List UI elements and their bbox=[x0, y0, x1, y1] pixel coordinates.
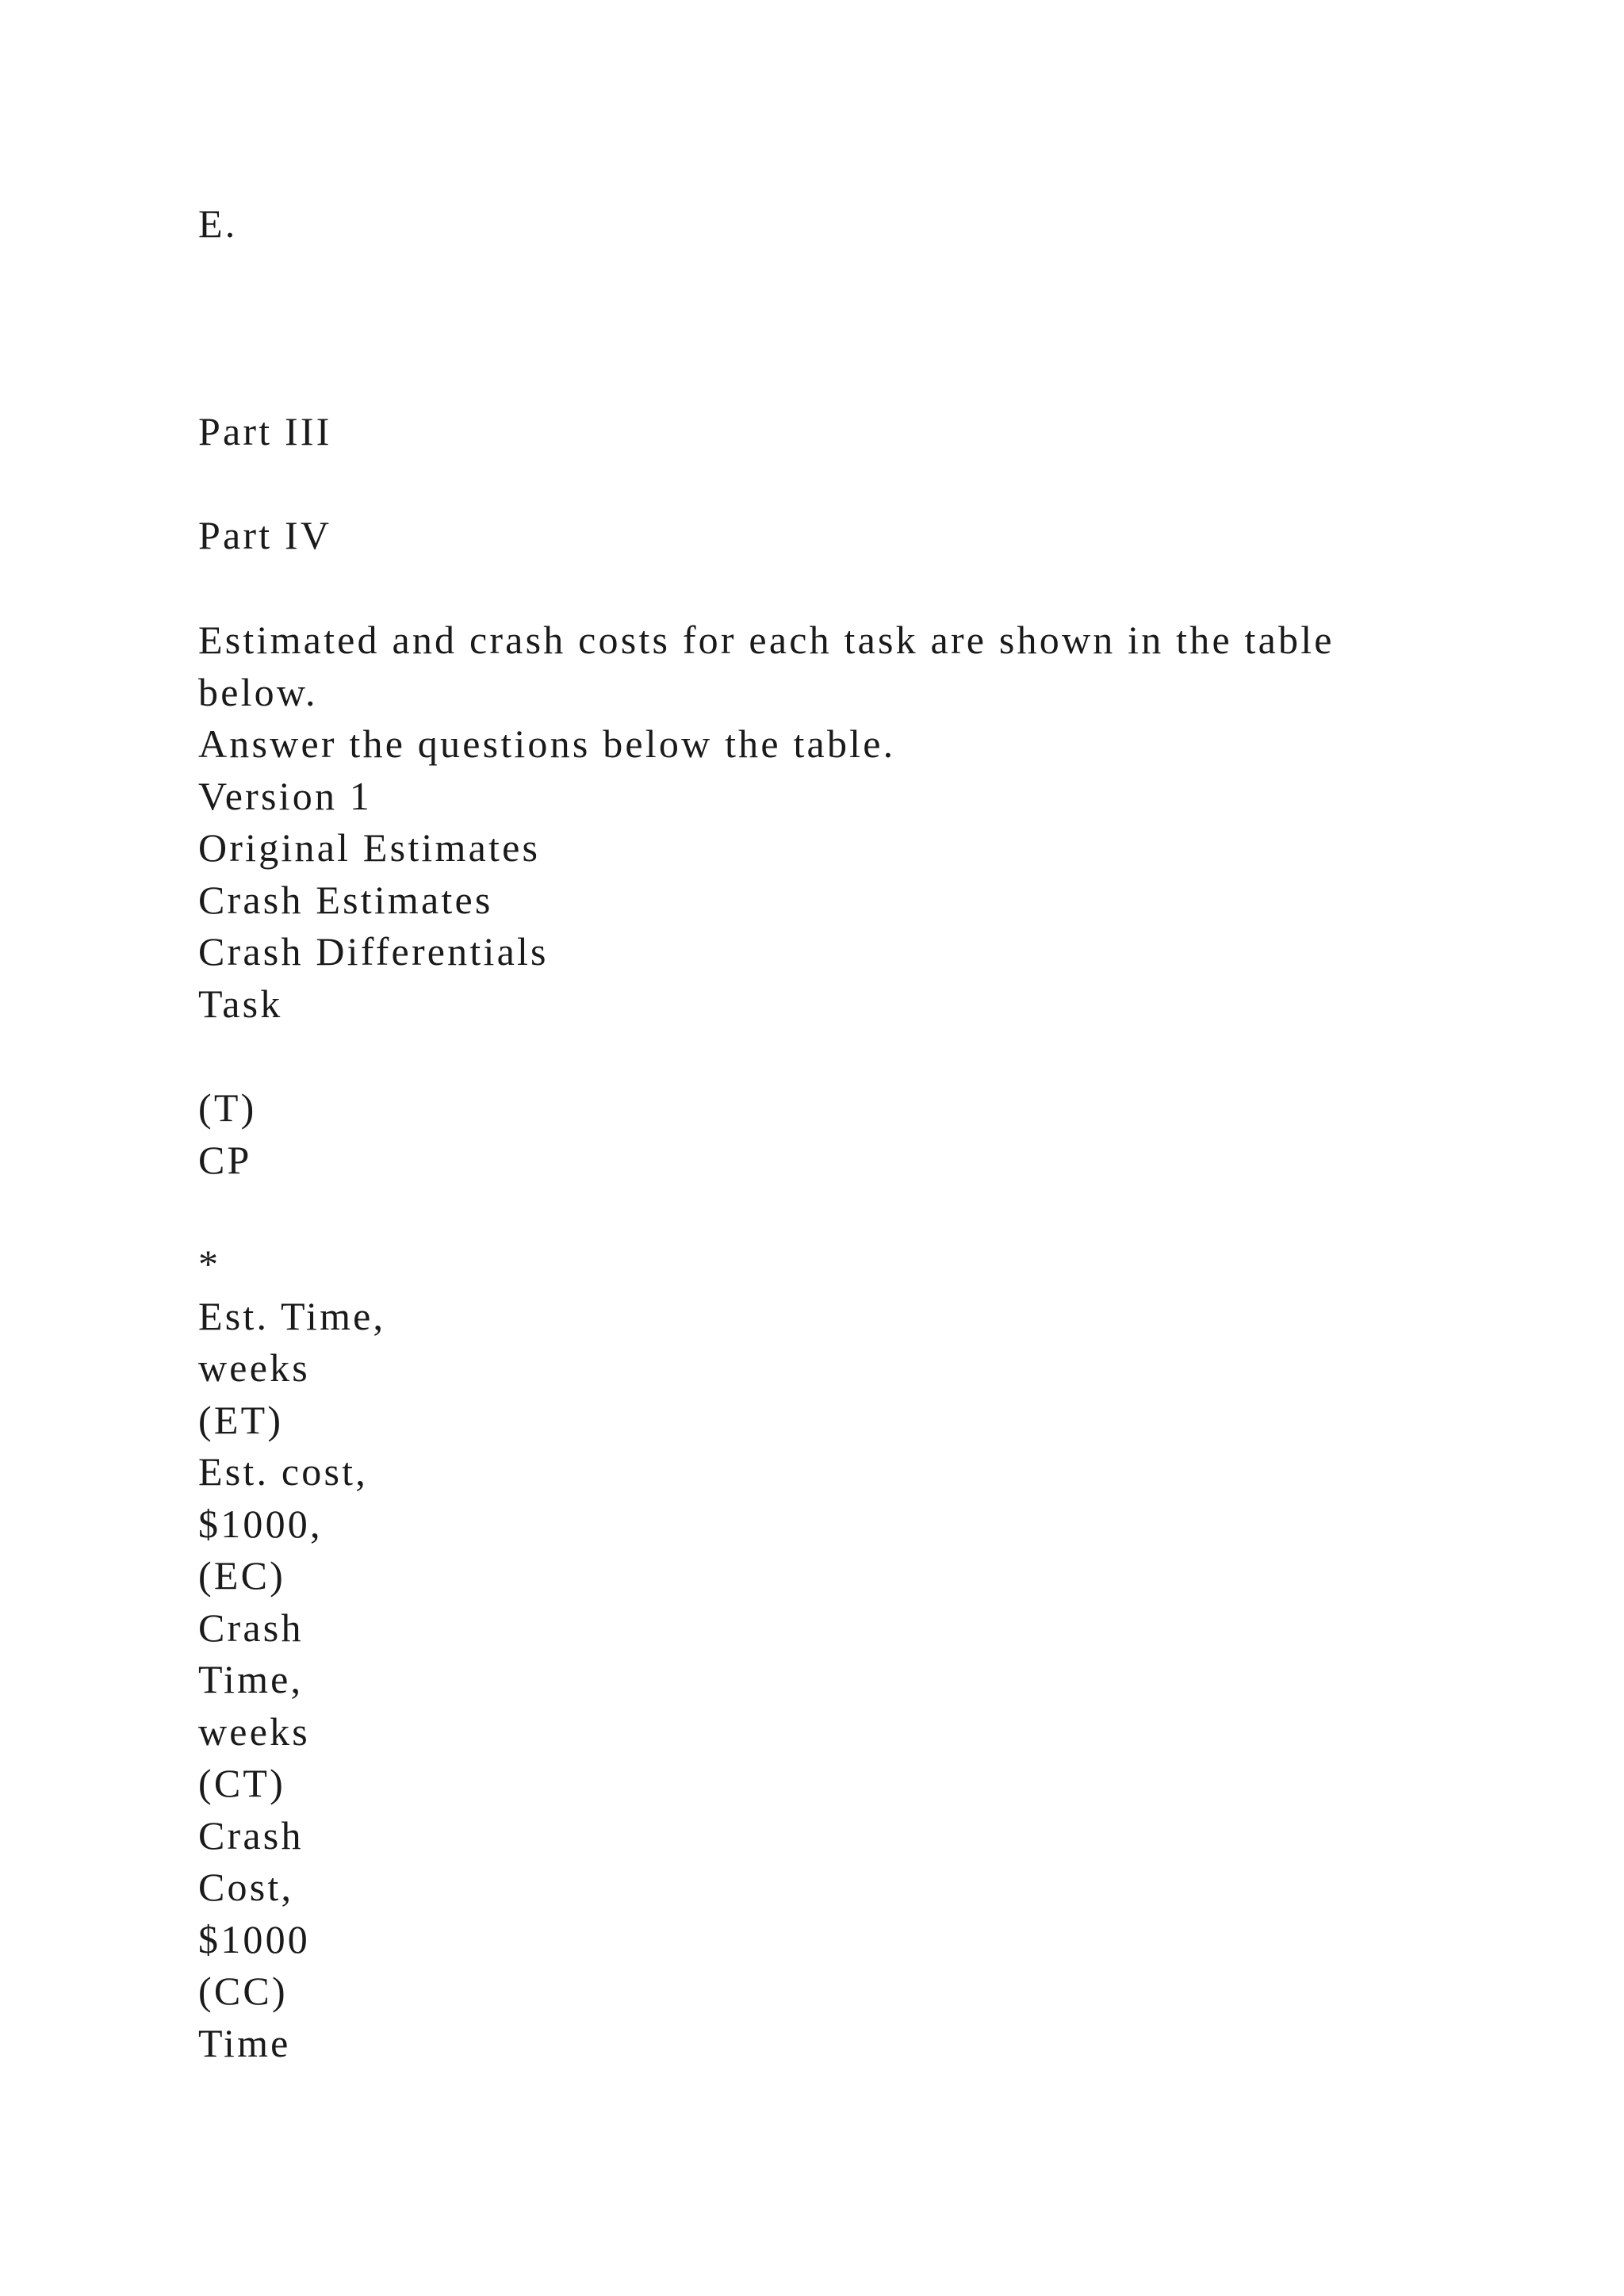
table-header-crash-estimates: Crash Estimates bbox=[198, 878, 493, 922]
table-header-crash-cost-2: Cost, bbox=[198, 1865, 294, 1909]
heading-part-iii: Part III bbox=[198, 409, 332, 453]
table-header-ec: (EC) bbox=[198, 1553, 285, 1598]
table-header-asterisk: * bbox=[198, 1242, 221, 1286]
table-header-time: Time bbox=[198, 2021, 291, 2065]
table-header-est-time: Est. Time, bbox=[198, 1294, 386, 1338]
intro-text-line-1: Estimated and crash costs for each task are shown in the table bbox=[198, 618, 1335, 662]
table-header-task: Task bbox=[198, 982, 283, 1026]
table-header-cc: (CC) bbox=[198, 1969, 288, 2013]
heading-part-iv: Part IV bbox=[198, 513, 332, 557]
instruction-text: Answer the questions below the table. bbox=[198, 721, 896, 766]
table-header-crash-differentials: Crash Differentials bbox=[198, 929, 549, 974]
table-header-ct: (CT) bbox=[198, 1761, 285, 1805]
table-header-crash-time: Crash bbox=[198, 1605, 304, 1650]
table-header-original-estimates: Original Estimates bbox=[198, 825, 541, 870]
section-label-e: E. bbox=[198, 201, 238, 246]
table-header-crash-time-unit: weeks bbox=[198, 1709, 310, 1754]
table-header-est-cost: Est. cost, bbox=[198, 1449, 368, 1494]
version-label: Version 1 bbox=[198, 774, 373, 818]
table-header-et: (ET) bbox=[198, 1398, 284, 1442]
intro-text-line-2: below. bbox=[198, 670, 318, 714]
table-header-t: (T) bbox=[198, 1085, 257, 1130]
table-header-crash-cost-unit: $1000 bbox=[198, 1917, 310, 1961]
table-header-crash-time-2: Time, bbox=[198, 1657, 304, 1701]
table-header-crash-cost: Crash bbox=[198, 1813, 304, 1858]
table-header-est-cost-unit: $1000, bbox=[198, 1502, 323, 1546]
table-header-cp: CP bbox=[198, 1138, 252, 1182]
table-header-est-time-unit: weeks bbox=[198, 1345, 310, 1390]
